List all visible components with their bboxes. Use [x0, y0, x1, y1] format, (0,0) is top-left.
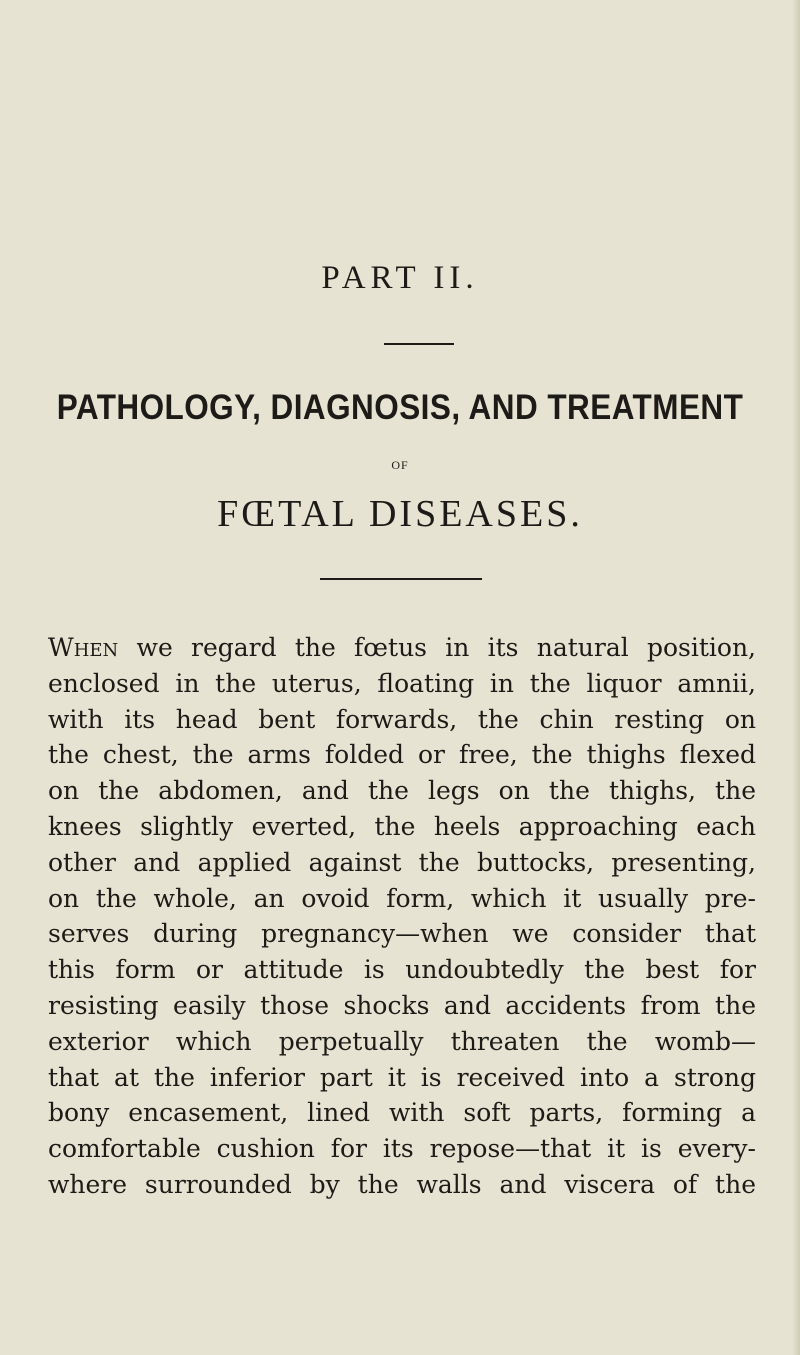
- text-line: enclosed in the uterus, floating in the liquor amnii,: [48, 668, 756, 698]
- heading-connector: OF: [391, 458, 409, 472]
- body-paragraph: [48, 630, 756, 1203]
- text-line: exterior which perpetually threaten the womb—: [48, 1026, 756, 1056]
- part-title: PART II.: [321, 260, 479, 296]
- section-subheading: FŒTAL DISEASES.: [217, 493, 583, 535]
- text-line: other and applied against the buttocks, presenting,: [48, 847, 756, 877]
- text-line: bony encasement, lined with soft parts, forming a: [48, 1098, 756, 1128]
- text-line: resisting easily those shocks and accidents from the: [48, 990, 756, 1020]
- section-heading: PATHOLOGY, DIAGNOSIS, AND TREATMENT: [56, 388, 744, 427]
- page-edge: [792, 0, 800, 1355]
- text-line: on the abdomen, and the legs on the thighs, the: [48, 776, 756, 806]
- text-line-content: we regard the fœtus in its natural position,: [118, 633, 756, 662]
- first-word: When: [48, 633, 119, 662]
- divider-rule: [320, 578, 482, 580]
- text-line: the chest, the arms folded or free, the thighs flexed: [48, 740, 756, 770]
- text-line: serves during pregnancy—when we consider that: [48, 919, 756, 949]
- text-line: where surrounded by the walls and viscera of the: [48, 1169, 756, 1199]
- text-line: knees slightly everted, the heels approaching each: [48, 811, 756, 841]
- text-line: comfortable cushion for its repose—that it is every-: [48, 1134, 756, 1164]
- divider-rule: [384, 343, 454, 345]
- text-line: with its head bent forwards, the chin resting on: [48, 704, 756, 734]
- text-line: that at the inferior part it is received into a strong: [48, 1062, 756, 1092]
- text-line: this form or attitude is undoubtedly the best for: [48, 955, 756, 985]
- text-line: on the whole, an ovoid form, which it usually pre-: [48, 883, 756, 913]
- text-line: [48, 630, 756, 666]
